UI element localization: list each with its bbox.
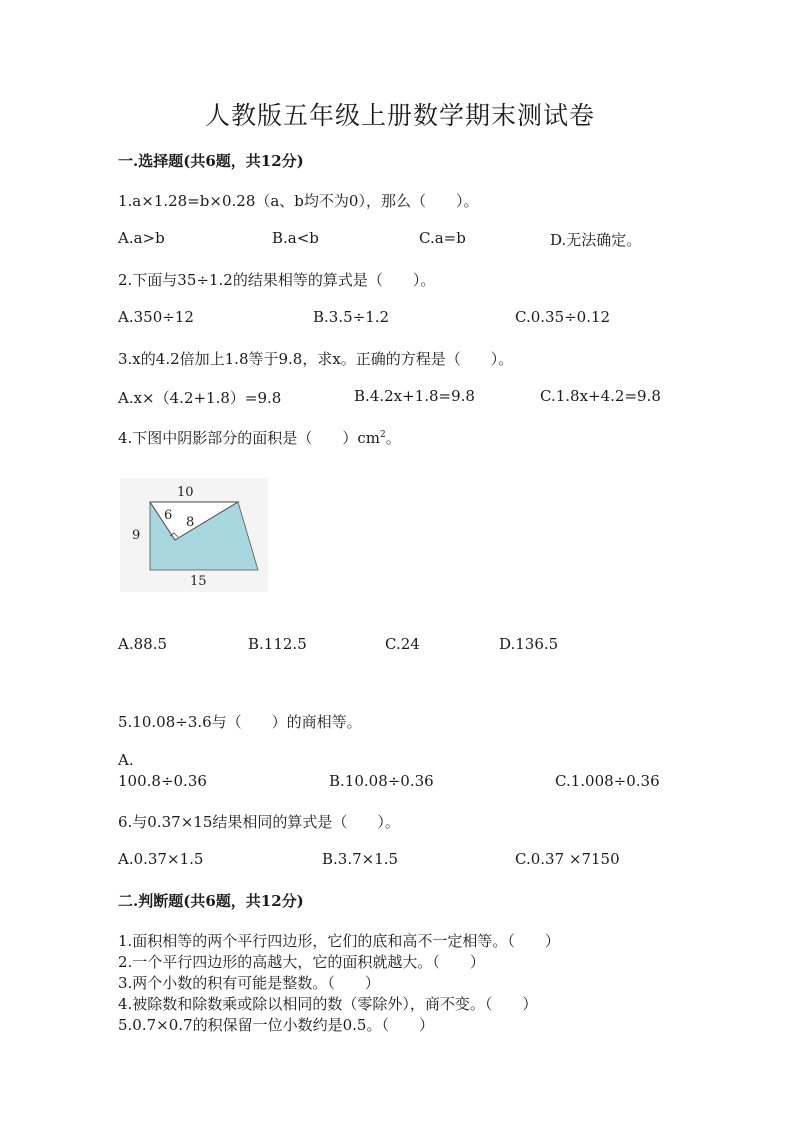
judgement-item-1: 1.面积相等的两个平行四边形，它们的底和高不一定相等。（ ）: [118, 932, 560, 950]
question-5-option-b[interactable]: B.10.08÷0.36: [329, 772, 434, 790]
trapezoid-diagram: [120, 478, 268, 592]
page-title: 人教版五年级上册数学期末测试卷: [204, 101, 595, 130]
question-5-option-c[interactable]: C.1.008÷0.36: [555, 772, 660, 790]
superscript-two: 2: [379, 430, 386, 440]
question-1-option-a[interactable]: A.a>b: [118, 229, 165, 247]
question-1-stem: 1.a×1.28=b×0.28（a、b均不为0），那么（ ）。: [118, 192, 479, 210]
question-4-stem: 4.下图中阴影部分的面积是（ ）$cm^2$。: [118, 429, 401, 447]
label-left: 9: [132, 528, 141, 543]
trapezoid-figure: [120, 478, 268, 592]
question-5-option-a-prefix[interactable]: A.: [118, 751, 134, 769]
question-1-option-c[interactable]: C.a=b: [419, 229, 466, 247]
label-leg-a: 6: [164, 508, 173, 523]
question-6-option-c[interactable]: C.0.37 ×7150: [515, 850, 620, 868]
section-heading-judgement: 二.判断题(共6题，共12分): [118, 892, 304, 910]
label-leg-b: 8: [186, 515, 195, 530]
question-6-option-b[interactable]: B.3.7×1.5: [322, 850, 399, 868]
question-4-option-c[interactable]: C.24: [385, 635, 420, 653]
question-6-stem: 6.与0.37×15结果相同的算式是（ ）。: [118, 813, 400, 831]
question-1-option-b[interactable]: B.a<b: [272, 229, 319, 247]
question-2-option-c[interactable]: C.0.35÷0.12: [515, 308, 611, 326]
question-4-option-d[interactable]: D.136.5: [499, 635, 559, 653]
question-2-stem: 2.下面与35÷1.2的结果相等的算式是（ ）。: [118, 271, 436, 289]
question-3-option-a[interactable]: A.x×（4.2+1.8）=9.8: [118, 389, 282, 407]
section-heading-choice: 一.选择题(共6题，共12分): [118, 152, 304, 170]
question-1-option-d[interactable]: D.无法确定。: [550, 231, 642, 249]
question-2-option-a[interactable]: A.350÷12: [118, 308, 194, 326]
question-6-option-a[interactable]: A.0.37×1.5: [118, 850, 204, 868]
question-2-option-b[interactable]: B.3.5÷1.2: [313, 308, 390, 326]
judgement-item-4: 4.被除数和除数乘或除以相同的数（零除外），商不变。（ ）: [118, 995, 538, 1013]
judgement-item-5: 5.0.7×0.7的积保留一位小数约是0.5。（ ）: [118, 1016, 434, 1034]
question-3-option-b[interactable]: B.4.2x+1.8=9.8: [354, 387, 475, 405]
label-top: 10: [177, 485, 194, 500]
question-3-stem: 3.x的4.2倍加上1.8等于9.8，求x。正确的方程是（ ）。: [118, 350, 514, 368]
label-bottom: 15: [190, 574, 207, 589]
question-5-stem: 5.10.08÷3.6与（ ）的商相等。: [118, 713, 362, 731]
question-4-option-a[interactable]: A.88.5: [118, 635, 167, 653]
question-4-option-b[interactable]: B.112.5: [248, 635, 307, 653]
judgement-item-3: 3.两个小数的积有可能是整数。（ ）: [118, 974, 380, 992]
judgement-item-2: 2.一个平行四边形的高越大，它的面积就越大。（ ）: [118, 953, 485, 971]
question-5-option-a[interactable]: 100.8÷0.36: [118, 772, 207, 790]
question-3-option-c[interactable]: C.1.8x+4.2=9.8: [540, 387, 661, 405]
